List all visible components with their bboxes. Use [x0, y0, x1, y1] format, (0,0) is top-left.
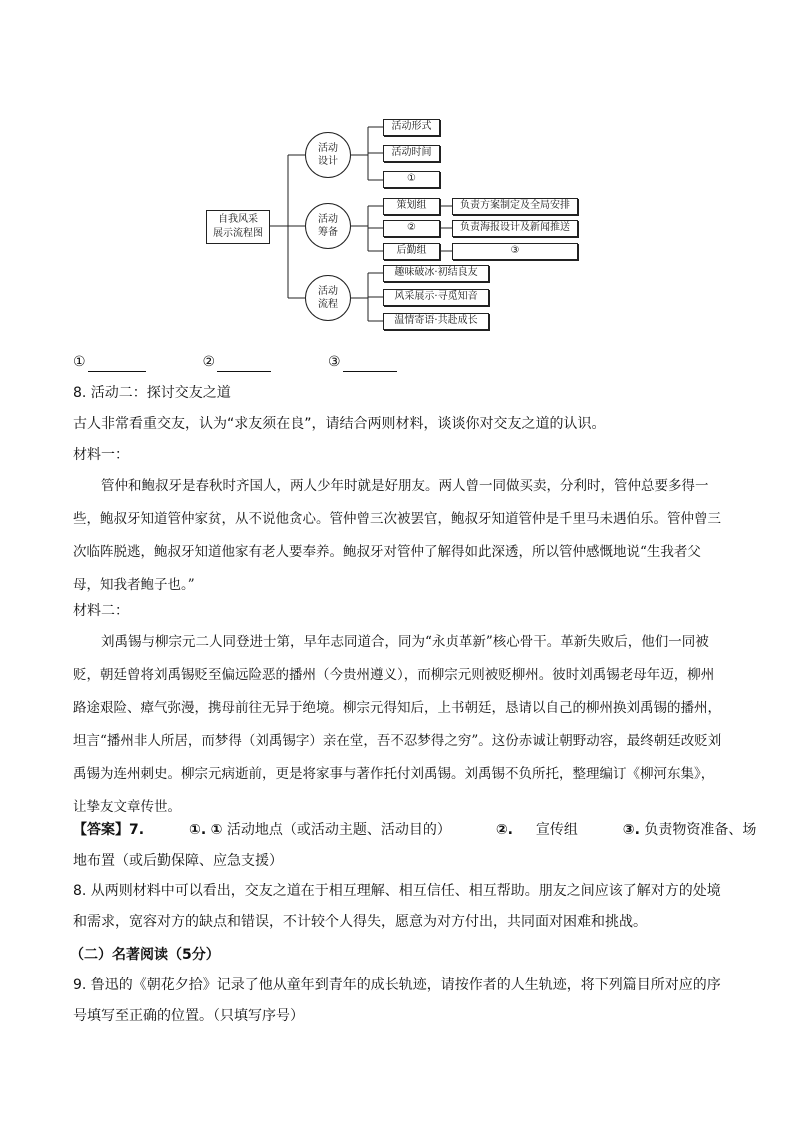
detail-publicity: 负责海报设计及新闻推送 — [452, 220, 578, 237]
answer-num-2: ②. — [495, 822, 513, 838]
answer-tag: 【答案】7. — [73, 822, 145, 838]
node-icebreak: 趣味破冰·初结良友 — [383, 265, 489, 282]
answer-blanks — [73, 352, 397, 372]
answer-line — [73, 820, 756, 840]
blank-3[interactable] — [343, 357, 397, 372]
answer-circ-1: ① — [210, 822, 223, 838]
q8-prompt: 古人非常看重交友，认为“求友须在良”，请结合两则材料，谈谈你对交友之道的认识。 — [73, 416, 606, 432]
answer-num-1: ①. — [188, 822, 207, 838]
detail-blank-3: ③ — [452, 243, 578, 260]
material1-text: 管仲和鲍叔牙是春秋时齐国人，两人少年时就是好朋友。两人曾一同做买卖，分利时，管仲总要多得一些，鲍叔牙知道管仲家贫，从不说他贪心。管仲曾三次被罢官，鲍叔牙知道管仲是千里马未遇伯乐。管仲曾三次临阵脱逃，鲍叔牙知道他家有老人要奉养。鲍叔牙对管仲了解得如此深透，所以管仲感慨地说“生我者父母，知我者鲍子也。” — [73, 478, 721, 593]
answer-text-1: 活动地点（或活动主题、活动目的） — [226, 822, 451, 838]
node-activity-time: 活动时间 — [383, 145, 440, 162]
node-planning-group: 策划组 — [383, 198, 440, 215]
blank-label-3: ③ — [327, 354, 341, 370]
q8-answer: 8. 从两则材料中可以看出，交友之道在于相互理解、相互信任、相互帮助。朋友之间应该了解对方的处境和需求，宽容对方的缺点和错误，不计较个人得失，愿意为对方付出，共同面对困难和挑战。 — [73, 883, 721, 930]
group-circle-prepare: 活动 筹备 — [305, 203, 351, 249]
answer-text-3: 负责物资准备、场 — [644, 822, 757, 838]
blank-label-2: ② — [202, 354, 216, 370]
node-showcase: 风采展示·寻觅知音 — [383, 289, 489, 306]
node-message: 温情寄语·共赴成长 — [383, 313, 489, 330]
node-logistics-group: 后勤组 — [383, 243, 440, 260]
blank-label-1: ① — [73, 354, 86, 370]
q9-text: 9. 鲁迅的《朝花夕拾》记录了他从童年到青年的成长轨迹，请按作者的人生轨迹，将下列篇目所对应的序号填写至正确的位置。（只填写序号） — [73, 977, 721, 1024]
material2-label: 材料二： — [73, 603, 129, 619]
blank-2[interactable] — [217, 357, 271, 372]
node-blank-2: ② — [383, 220, 440, 237]
section2-title: （二）名著阅读（5分） — [70, 947, 220, 963]
material2-text: 刘禹锡与柳宗元二人同登进士第，早年志同道合，同为“永贞革新”核心骨干。革新失败后，他们一同被贬，朝廷曾将刘禹锡贬至偏远险恶的播州（今贵州遵义），而柳宗元则被贬柳州。彼时刘禹锡老母年迈，柳州路途艰险、瘴气弥漫，携母前往无异于绝境。柳宗元得知后，上书朝廷，恳请以自己的柳州换刘禹锡的播州，坦言“播州非人所居，而梦得（刘禹锡字）亲在堂，吾不忍梦得之穷”。这份赤诚让朝野动容，最终朝廷改贬刘禹锡为连州刺史。柳宗元病逝前，更是将家事与著作托付刘禹锡。刘禹锡不负所托，整理编订《柳河东集》，让挚友文章传世。 — [73, 634, 722, 815]
flowchart-root: 自我风采 展示流程图 — [206, 210, 270, 244]
group-circle-design: 活动 设计 — [305, 132, 351, 178]
group-circle-process: 活动 流程 — [305, 275, 351, 321]
answer-cont: 地布置（或后勤保障、应急支援） — [73, 853, 283, 869]
detail-planning: 负责方案制定及全局安排 — [452, 198, 578, 215]
node-blank-1: ① — [383, 171, 440, 188]
material1-label: 材料一： — [73, 447, 129, 463]
node-activity-form: 活动形式 — [383, 119, 440, 136]
blank-1[interactable] — [88, 357, 146, 372]
answer-num-3: ③. — [622, 822, 640, 838]
q8-title: 8. 活动二：探讨交友之道 — [73, 385, 231, 401]
answer-text-2: 宣传组 — [535, 822, 578, 838]
